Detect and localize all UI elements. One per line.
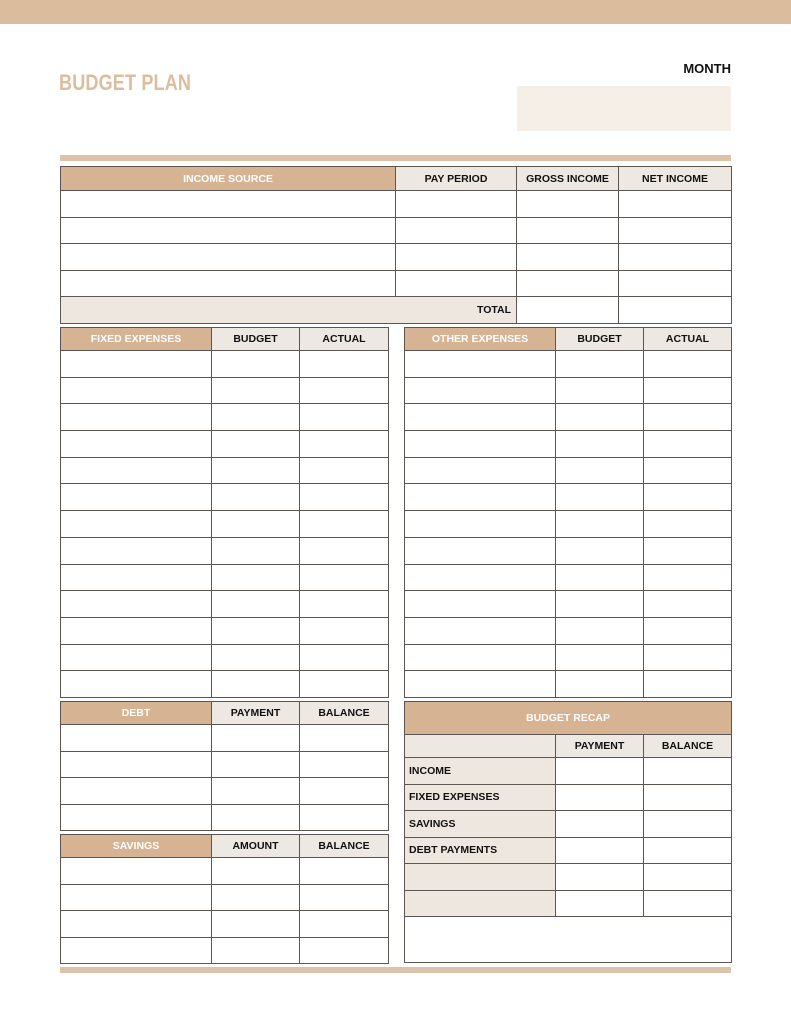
month-field[interactable] <box>517 86 731 131</box>
income-cell[interactable] <box>517 191 619 218</box>
income-cell[interactable] <box>517 217 619 244</box>
income-col-header: NET INCOME <box>619 167 732 191</box>
other-expenses-cell[interactable] <box>556 511 644 538</box>
income-cell[interactable] <box>619 244 732 271</box>
fixed-expenses-cell[interactable] <box>61 431 212 458</box>
table-row <box>61 778 389 805</box>
total-gross-cell[interactable] <box>517 297 619 324</box>
other-expenses-cell[interactable] <box>405 617 556 644</box>
top-divider <box>60 155 731 161</box>
table-row <box>61 404 389 431</box>
fixed-expenses-cell[interactable] <box>212 377 300 404</box>
table-row <box>61 725 389 752</box>
other-expenses-cell[interactable] <box>644 511 732 538</box>
fixed-expenses-cell[interactable] <box>212 564 300 591</box>
recap-row-label: FIXED EXPENSES <box>405 784 556 811</box>
recap-title-row <box>405 702 732 735</box>
other-expenses-col-header: ACTUAL <box>644 328 732 351</box>
income-col-header: PAY PERIOD <box>396 167 517 191</box>
table-row <box>61 671 389 698</box>
other-expenses-cell[interactable] <box>405 377 556 404</box>
savings-col-header: BALANCE <box>300 835 389 858</box>
other-expenses-cell[interactable] <box>644 671 732 698</box>
table-row <box>61 511 389 538</box>
table-row <box>61 937 389 964</box>
debt-cell[interactable] <box>212 804 300 831</box>
table-row <box>61 911 389 938</box>
income-cell[interactable] <box>61 191 396 218</box>
fixed-expenses-cell[interactable] <box>300 644 389 671</box>
debt-col-header: DEBT <box>61 702 212 725</box>
debt-col-header: PAYMENT <box>212 702 300 725</box>
recap-payment-cell[interactable] <box>556 890 644 917</box>
other-expenses-cell[interactable] <box>556 591 644 618</box>
table-row <box>61 644 389 671</box>
bottom-divider <box>60 967 731 973</box>
table-row <box>61 537 389 564</box>
savings-cell[interactable] <box>300 911 389 938</box>
income-cell[interactable] <box>619 191 732 218</box>
table-row <box>405 377 732 404</box>
fixed-expenses-cell[interactable] <box>61 617 212 644</box>
other-expenses-cell[interactable] <box>405 511 556 538</box>
fixed-expenses-cell[interactable] <box>61 484 212 511</box>
recap-balance-cell[interactable] <box>644 811 732 838</box>
table-row <box>61 270 732 297</box>
fixed-expenses-cell[interactable] <box>300 431 389 458</box>
fixed-expenses-cell[interactable] <box>300 511 389 538</box>
recap-col-header: BALANCE <box>644 735 732 758</box>
recap-row-label <box>405 890 556 917</box>
fixed-expenses-cell[interactable] <box>212 484 300 511</box>
income-col-header: GROSS INCOME <box>517 167 619 191</box>
fixed-expenses-cell[interactable] <box>300 457 389 484</box>
debt-cell[interactable] <box>61 751 212 778</box>
income-table <box>60 166 732 324</box>
table-row <box>405 404 732 431</box>
fixed-expenses-cell[interactable] <box>212 457 300 484</box>
recap-balance-cell[interactable] <box>644 784 732 811</box>
income-cell[interactable] <box>61 270 396 297</box>
income-col-header: INCOME SOURCE <box>61 167 396 191</box>
fixed-expenses-cell[interactable] <box>61 644 212 671</box>
total-net-cell[interactable] <box>619 297 732 324</box>
recap-payment-cell[interactable] <box>556 758 644 785</box>
month-label: MONTH <box>683 61 731 76</box>
income-header-row <box>61 167 732 191</box>
debt-cell[interactable] <box>61 778 212 805</box>
table-row <box>61 484 389 511</box>
table-row <box>61 217 732 244</box>
other-expenses-cell[interactable] <box>556 564 644 591</box>
debt-cell[interactable] <box>300 751 389 778</box>
other-expenses-cell[interactable] <box>405 431 556 458</box>
table-row <box>405 758 732 785</box>
table-row <box>405 837 732 864</box>
other-expenses-cell[interactable] <box>556 457 644 484</box>
income-cell[interactable] <box>517 244 619 271</box>
fixed-expenses-cell[interactable] <box>61 511 212 538</box>
fixed-expenses-cell[interactable] <box>300 564 389 591</box>
debt-col-header: BALANCE <box>300 702 389 725</box>
recap-col-header <box>405 735 556 758</box>
debt-cell[interactable] <box>61 804 212 831</box>
recap-payment-cell[interactable] <box>556 811 644 838</box>
other-expenses-cell[interactable] <box>405 564 556 591</box>
recap-payment-cell[interactable] <box>556 784 644 811</box>
other-expenses-table <box>404 327 732 698</box>
table-row <box>61 457 389 484</box>
income-cell[interactable] <box>396 217 517 244</box>
fixed-expenses-cell[interactable] <box>300 404 389 431</box>
recap-balance-cell[interactable] <box>644 864 732 891</box>
income-cell[interactable] <box>619 217 732 244</box>
fixed-expenses-col-header: BUDGET <box>212 328 300 351</box>
fixed-expenses-cell[interactable] <box>212 644 300 671</box>
other-expenses-cell[interactable] <box>644 564 732 591</box>
fixed-expenses-table <box>60 327 389 698</box>
fixed-expenses-cell[interactable] <box>61 591 212 618</box>
other-expenses-cell[interactable] <box>405 457 556 484</box>
other-expenses-cell[interactable] <box>644 591 732 618</box>
other-expenses-cell[interactable] <box>644 431 732 458</box>
other-expenses-header-row <box>405 328 732 351</box>
fixed-expenses-cell[interactable] <box>300 617 389 644</box>
income-cell[interactable] <box>61 244 396 271</box>
fixed-expenses-cell[interactable] <box>300 591 389 618</box>
fixed-expenses-cell[interactable] <box>300 537 389 564</box>
fixed-expenses-cell[interactable] <box>61 537 212 564</box>
top-color-band <box>0 0 791 24</box>
table-row <box>405 784 732 811</box>
fixed-expenses-cell[interactable] <box>300 351 389 378</box>
table-row <box>405 564 732 591</box>
other-expenses-cell[interactable] <box>644 644 732 671</box>
savings-cell[interactable] <box>61 911 212 938</box>
savings-cell[interactable] <box>212 858 300 885</box>
income-cell[interactable] <box>619 270 732 297</box>
other-expenses-cell[interactable] <box>556 617 644 644</box>
fixed-expenses-cell[interactable] <box>61 377 212 404</box>
fixed-expenses-col-header: FIXED EXPENSES <box>61 328 212 351</box>
other-expenses-cell[interactable] <box>644 484 732 511</box>
table-row <box>405 431 732 458</box>
debt-cell[interactable] <box>300 804 389 831</box>
recap-row-label <box>405 864 556 891</box>
table-row <box>61 244 732 271</box>
debt-cell[interactable] <box>61 725 212 752</box>
other-expenses-cell[interactable] <box>556 431 644 458</box>
fixed-expenses-cell[interactable] <box>212 617 300 644</box>
other-expenses-col-header: BUDGET <box>556 328 644 351</box>
recap-notes-row <box>405 917 732 963</box>
table-row <box>61 377 389 404</box>
recap-balance-cell[interactable] <box>644 890 732 917</box>
debt-cell[interactable] <box>300 725 389 752</box>
table-row <box>61 804 389 831</box>
fixed-expenses-cell[interactable] <box>212 591 300 618</box>
other-expenses-cell[interactable] <box>405 644 556 671</box>
recap-header-row <box>405 735 732 758</box>
savings-cell[interactable] <box>300 937 389 964</box>
other-expenses-cell[interactable] <box>405 404 556 431</box>
other-expenses-cell[interactable] <box>556 644 644 671</box>
income-cell[interactable] <box>61 217 396 244</box>
fixed-expenses-col-header: ACTUAL <box>300 328 389 351</box>
savings-table <box>60 834 389 964</box>
fixed-expenses-cell[interactable] <box>212 404 300 431</box>
table-row <box>405 351 732 378</box>
table-row <box>61 564 389 591</box>
table-row <box>405 537 732 564</box>
other-expenses-cell[interactable] <box>556 484 644 511</box>
fixed-expenses-cell[interactable] <box>300 671 389 698</box>
debt-cell[interactable] <box>212 778 300 805</box>
income-cell[interactable] <box>396 244 517 271</box>
other-expenses-cell[interactable] <box>644 404 732 431</box>
recap-row-label: SAVINGS <box>405 811 556 838</box>
income-cell[interactable] <box>396 191 517 218</box>
table-row <box>61 431 389 458</box>
other-expenses-cell[interactable] <box>644 351 732 378</box>
recap-balance-cell[interactable] <box>644 758 732 785</box>
fixed-expenses-cell[interactable] <box>212 431 300 458</box>
income-cell[interactable] <box>396 270 517 297</box>
other-expenses-cell[interactable] <box>644 377 732 404</box>
other-expenses-cell[interactable] <box>556 351 644 378</box>
other-expenses-cell[interactable] <box>405 351 556 378</box>
savings-cell[interactable] <box>300 884 389 911</box>
other-expenses-col-header: OTHER EXPENSES <box>405 328 556 351</box>
table-row <box>405 511 732 538</box>
savings-col-header: SAVINGS <box>61 835 212 858</box>
table-row <box>61 617 389 644</box>
table-row <box>61 591 389 618</box>
savings-cell[interactable] <box>212 937 300 964</box>
other-expenses-cell[interactable] <box>644 617 732 644</box>
recap-payment-cell[interactable] <box>556 837 644 864</box>
other-expenses-cell[interactable] <box>556 377 644 404</box>
other-expenses-cell[interactable] <box>644 537 732 564</box>
income-total-row <box>61 297 732 324</box>
savings-cell[interactable] <box>61 858 212 885</box>
table-row <box>405 484 732 511</box>
recap-title: BUDGET RECAP <box>405 702 732 735</box>
other-expenses-cell[interactable] <box>405 591 556 618</box>
fixed-expenses-cell[interactable] <box>300 377 389 404</box>
recap-payment-cell[interactable] <box>556 864 644 891</box>
savings-header-row <box>61 835 389 858</box>
savings-cell[interactable] <box>212 911 300 938</box>
other-expenses-cell[interactable] <box>556 671 644 698</box>
savings-cell[interactable] <box>300 858 389 885</box>
savings-cell[interactable] <box>61 884 212 911</box>
budget-recap-table <box>404 701 732 963</box>
fixed-expenses-cell[interactable] <box>212 537 300 564</box>
table-row <box>61 351 389 378</box>
table-row <box>61 751 389 778</box>
fixed-expenses-cell[interactable] <box>61 404 212 431</box>
debt-header-row <box>61 702 389 725</box>
table-row <box>61 858 389 885</box>
table-row <box>405 457 732 484</box>
other-expenses-cell[interactable] <box>405 671 556 698</box>
table-row <box>61 884 389 911</box>
fixed-expenses-cell[interactable] <box>61 564 212 591</box>
total-label: TOTAL <box>61 297 517 324</box>
savings-cell[interactable] <box>61 937 212 964</box>
fixed-expenses-cell[interactable] <box>61 457 212 484</box>
table-row <box>61 191 732 218</box>
fixed-expenses-cell[interactable] <box>61 351 212 378</box>
fixed-expenses-cell[interactable] <box>212 671 300 698</box>
other-expenses-cell[interactable] <box>644 457 732 484</box>
table-row <box>405 644 732 671</box>
savings-col-header: AMOUNT <box>212 835 300 858</box>
table-row <box>405 811 732 838</box>
recap-row-label: INCOME <box>405 758 556 785</box>
page-title: BUDGET PLAN <box>59 70 192 95</box>
debt-table <box>60 701 389 831</box>
fixed-expenses-cell[interactable] <box>212 351 300 378</box>
fixed-expenses-cell[interactable] <box>212 511 300 538</box>
income-cell[interactable] <box>517 270 619 297</box>
fixed-expenses-cell[interactable] <box>61 671 212 698</box>
table-row <box>405 591 732 618</box>
savings-cell[interactable] <box>212 884 300 911</box>
recap-col-header: PAYMENT <box>556 735 644 758</box>
debt-cell[interactable] <box>300 778 389 805</box>
table-row <box>405 864 732 891</box>
other-expenses-cell[interactable] <box>405 537 556 564</box>
recap-notes-area[interactable] <box>405 917 732 963</box>
other-expenses-cell[interactable] <box>556 537 644 564</box>
table-row <box>405 890 732 917</box>
table-row <box>405 671 732 698</box>
fixed-expenses-header-row <box>61 328 389 351</box>
debt-cell[interactable] <box>212 751 300 778</box>
fixed-expenses-cell[interactable] <box>300 484 389 511</box>
table-row <box>405 617 732 644</box>
recap-balance-cell[interactable] <box>644 837 732 864</box>
recap-row-label: DEBT PAYMENTS <box>405 837 556 864</box>
other-expenses-cell[interactable] <box>556 404 644 431</box>
debt-cell[interactable] <box>212 725 300 752</box>
other-expenses-cell[interactable] <box>405 484 556 511</box>
